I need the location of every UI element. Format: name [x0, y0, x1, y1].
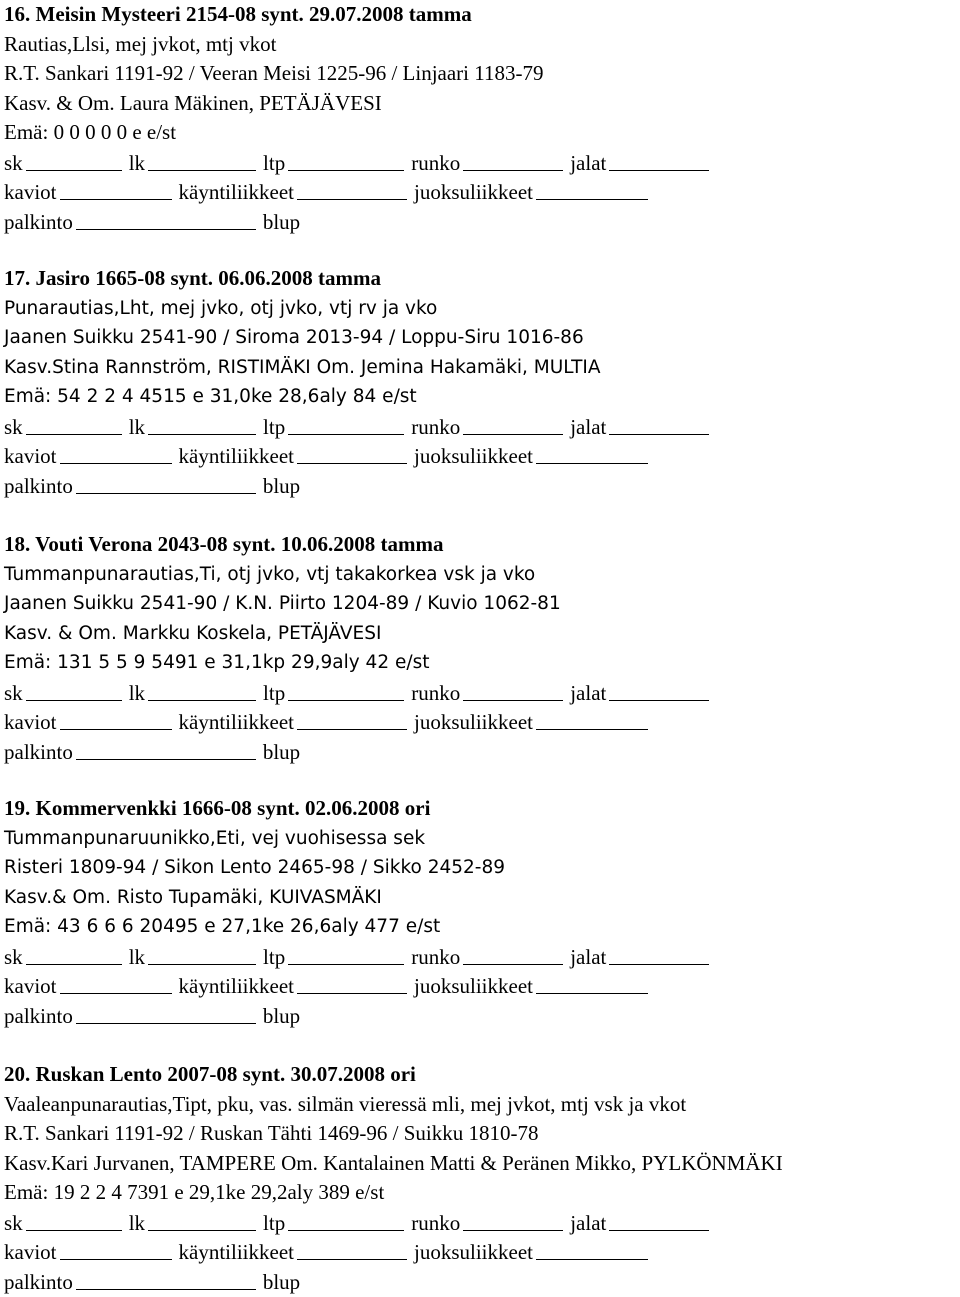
sk-label: sk — [4, 680, 23, 705]
juoksuliikkeet-label: juoksuliikkeet — [413, 974, 533, 998]
sk-label: sk — [4, 944, 23, 969]
entry-19 — [4, 794, 958, 1030]
kayntiliikkeet-label: käyntiliikkeet — [178, 180, 294, 204]
blup-label: blup — [262, 209, 301, 234]
ltp-label: ltp — [263, 944, 286, 969]
blup-label: blup — [262, 473, 301, 498]
jalat-field[interactable] — [609, 413, 709, 435]
entry-dam-record: Emä: 131 5 5 9 5491 e 31,1kp 29,9aly 42 e/st — [4, 652, 430, 673]
score-row-1 — [4, 942, 958, 972]
kaviot-label: kaviot — [4, 180, 57, 204]
lk-label: lk — [128, 1210, 146, 1235]
sk-field[interactable] — [26, 413, 122, 435]
kaviot-field[interactable] — [60, 1238, 172, 1260]
palkinto-label: palkinto — [4, 1269, 73, 1294]
kaviot-field[interactable] — [60, 972, 172, 994]
entry-color-markings: Tummanpunaruunikko,Eti, vej vuohisessa sek — [4, 827, 426, 849]
jalat-label: jalat — [570, 944, 607, 969]
entry-color-markings: Rautias,Llsi, mej jvkot, mtj vkot — [4, 31, 277, 56]
entry-breeder-owner: Kasv.Kari Jurvanen, TAMPERE Om. Kantalainen Matti & Peränen Mikko, PYLKÖNMÄKI — [4, 1150, 783, 1175]
runko-label: runko — [411, 150, 461, 175]
entry-18 — [4, 530, 958, 766]
palkinto-label: palkinto — [4, 739, 73, 764]
jalat-label: jalat — [570, 414, 607, 439]
score-row-3 — [4, 207, 958, 237]
entry-17 — [4, 264, 958, 500]
ltp-label: ltp — [263, 150, 286, 175]
juoksuliikkeet-field[interactable] — [536, 442, 648, 464]
runko-field[interactable] — [463, 943, 563, 965]
score-row-1 — [4, 148, 958, 178]
jalat-field[interactable] — [609, 1209, 709, 1231]
juoksuliikkeet-field[interactable] — [536, 972, 648, 994]
sk-label: sk — [4, 414, 23, 439]
jalat-label: jalat — [570, 680, 607, 705]
ltp-field[interactable] — [288, 413, 404, 435]
ltp-field[interactable] — [288, 679, 404, 701]
kayntiliikkeet-field[interactable] — [297, 178, 407, 200]
jalat-label: jalat — [570, 150, 607, 175]
palkinto-label: palkinto — [4, 209, 73, 234]
lk-field[interactable] — [148, 413, 256, 435]
kaviot-field[interactable] — [60, 178, 172, 200]
entry-16 — [4, 0, 958, 236]
score-row-3 — [4, 1267, 958, 1297]
lk-field[interactable] — [148, 943, 256, 965]
juoksuliikkeet-label: juoksuliikkeet — [413, 444, 533, 468]
sk-field[interactable] — [26, 149, 122, 171]
lk-label: lk — [128, 680, 146, 705]
palkinto-field[interactable] — [76, 472, 256, 494]
entry-title: 17. Jasiro 1665-08 synt. 06.06.2008 tamma — [4, 266, 382, 290]
score-row-2 — [4, 177, 958, 207]
entry-dam-record: Emä: 19 2 2 4 7391 e 29,1ke 29,2aly 389 e/st — [4, 1180, 385, 1204]
entry-title: 18. Vouti Verona 2043-08 synt. 10.06.2008 tamma — [4, 532, 444, 556]
sk-label: sk — [4, 1210, 23, 1235]
sk-field[interactable] — [26, 1209, 122, 1231]
kayntiliikkeet-label: käyntiliikkeet — [178, 710, 294, 734]
entry-pedigree: Jaanen Suikku 2541-90 / Siroma 2013-94 / Loppu-Siru 1016-86 — [4, 327, 584, 348]
ltp-field[interactable] — [288, 1209, 404, 1231]
ltp-field[interactable] — [288, 149, 404, 171]
kayntiliikkeet-field[interactable] — [297, 972, 407, 994]
score-row-1 — [4, 1208, 958, 1238]
entry-title: 16. Meisin Mysteeri 2154-08 synt. 29.07.2008 tamma — [4, 2, 472, 26]
runko-field[interactable] — [463, 679, 563, 701]
blup-label: blup — [262, 739, 301, 764]
entry-breeder-owner: Kasv. & Om. Markku Koskela, PETÄJÄVESI — [4, 622, 382, 644]
ltp-label: ltp — [263, 680, 286, 705]
runko-label: runko — [411, 944, 461, 969]
kayntiliikkeet-field[interactable] — [297, 1238, 407, 1260]
sk-label: sk — [4, 150, 23, 175]
kaviot-label: kaviot — [4, 444, 57, 468]
runko-field[interactable] — [463, 413, 563, 435]
entry-color-markings: Vaaleanpunarautias,Tipt, pku, vas. silmän vieressä mli, mej jvkot, mtj vsk ja vkot — [4, 1091, 687, 1116]
entry-dam-record: Emä: 43 6 6 6 20495 e 27,1ke 26,6aly 477 e/st — [4, 916, 441, 937]
lk-label: lk — [128, 944, 146, 969]
entry-pedigree: Risteri 1809-94 / Sikon Lento 2465-98 / Sikko 2452-89 — [4, 857, 506, 878]
juoksuliikkeet-label: juoksuliikkeet — [413, 710, 533, 734]
lk-field[interactable] — [148, 1209, 256, 1231]
blup-label: blup — [262, 1269, 301, 1294]
palkinto-field[interactable] — [76, 1268, 256, 1290]
palkinto-field[interactable] — [76, 1002, 256, 1024]
score-row-2 — [4, 441, 958, 471]
lk-label: lk — [128, 150, 146, 175]
entry-color-markings: Tummanpunarautias,Ti, otj jvko, vtj takakorkea vsk ja vko — [4, 563, 536, 585]
blup-label: blup — [262, 1003, 301, 1028]
score-row-1 — [4, 678, 958, 708]
sk-field[interactable] — [26, 943, 122, 965]
juoksuliikkeet-label: juoksuliikkeet — [413, 180, 533, 204]
ltp-label: ltp — [263, 1210, 286, 1235]
jalat-label: jalat — [570, 1210, 607, 1235]
lk-field[interactable] — [148, 679, 256, 701]
kayntiliikkeet-field[interactable] — [297, 442, 407, 464]
kaviot-field[interactable] — [60, 442, 172, 464]
sk-field[interactable] — [26, 679, 122, 701]
palkinto-field[interactable] — [76, 738, 256, 760]
lk-field[interactable] — [148, 149, 256, 171]
juoksuliikkeet-field[interactable] — [536, 708, 648, 730]
entry-color-markings: Punarautias,Lht, mej jvko, otj jvko, vtj rv ja vko — [4, 297, 438, 319]
runko-field[interactable] — [463, 149, 563, 171]
palkinto-field[interactable] — [76, 208, 256, 230]
runko-label: runko — [411, 1210, 461, 1235]
entry-title: 19. Kommervenkki 1666-08 synt. 02.06.2008 ori — [4, 796, 431, 820]
runko-label: runko — [411, 414, 461, 439]
entry-20 — [4, 1060, 958, 1296]
kayntiliikkeet-label: käyntiliikkeet — [178, 444, 294, 468]
lk-label: lk — [128, 414, 146, 439]
jalat-field[interactable] — [609, 679, 709, 701]
juoksuliikkeet-field[interactable] — [536, 178, 648, 200]
kayntiliikkeet-field[interactable] — [297, 708, 407, 730]
score-row-3 — [4, 737, 958, 767]
score-row-3 — [4, 471, 958, 501]
entry-pedigree: R.T. Sankari 1191-92 / Ruskan Tähti 1469-96 / Suikku 1810-78 — [4, 1121, 539, 1145]
jalat-field[interactable] — [609, 943, 709, 965]
kayntiliikkeet-label: käyntiliikkeet — [178, 974, 294, 998]
score-row-1 — [4, 412, 958, 442]
kaviot-label: kaviot — [4, 974, 57, 998]
ltp-label: ltp — [263, 414, 286, 439]
score-row-2 — [4, 707, 958, 737]
kaviot-label: kaviot — [4, 710, 57, 734]
ltp-field[interactable] — [288, 943, 404, 965]
entry-breeder-owner: Kasv.& Om. Risto Tupamäki, KUIVASMÄKI — [4, 886, 382, 908]
entry-breeder-owner: Kasv.Stina Rannström, RISTIMÄKI Om. Jemina Hakamäki, MULTIA — [4, 356, 601, 378]
score-row-3 — [4, 1001, 958, 1031]
entry-pedigree: R.T. Sankari 1191-92 / Veeran Meisi 1225-96 / Linjaari 1183-79 — [4, 61, 544, 85]
runko-field[interactable] — [463, 1209, 563, 1231]
entry-title: 20. Ruskan Lento 2007-08 synt. 30.07.2008 ori — [4, 1062, 416, 1086]
score-row-2 — [4, 971, 958, 1001]
entry-dam-record: Emä: 0 0 0 0 0 e e/st — [4, 120, 177, 144]
runko-label: runko — [411, 680, 461, 705]
juoksuliikkeet-field[interactable] — [536, 1238, 648, 1260]
kayntiliikkeet-label: käyntiliikkeet — [178, 1240, 294, 1264]
palkinto-label: palkinto — [4, 473, 73, 498]
kaviot-label: kaviot — [4, 1240, 57, 1264]
palkinto-label: palkinto — [4, 1003, 73, 1028]
entry-breeder-owner: Kasv. & Om. Laura Mäkinen, PETÄJÄVESI — [4, 90, 382, 115]
jalat-field[interactable] — [609, 149, 709, 171]
entry-pedigree: Jaanen Suikku 2541-90 / K.N. Piirto 1204-89 / Kuvio 1062-81 — [4, 593, 561, 614]
juoksuliikkeet-label: juoksuliikkeet — [413, 1240, 533, 1264]
entry-dam-record: Emä: 54 2 2 4 4515 e 31,0ke 28,6aly 84 e/st — [4, 386, 417, 407]
kaviot-field[interactable] — [60, 708, 172, 730]
score-row-2 — [4, 1237, 958, 1267]
